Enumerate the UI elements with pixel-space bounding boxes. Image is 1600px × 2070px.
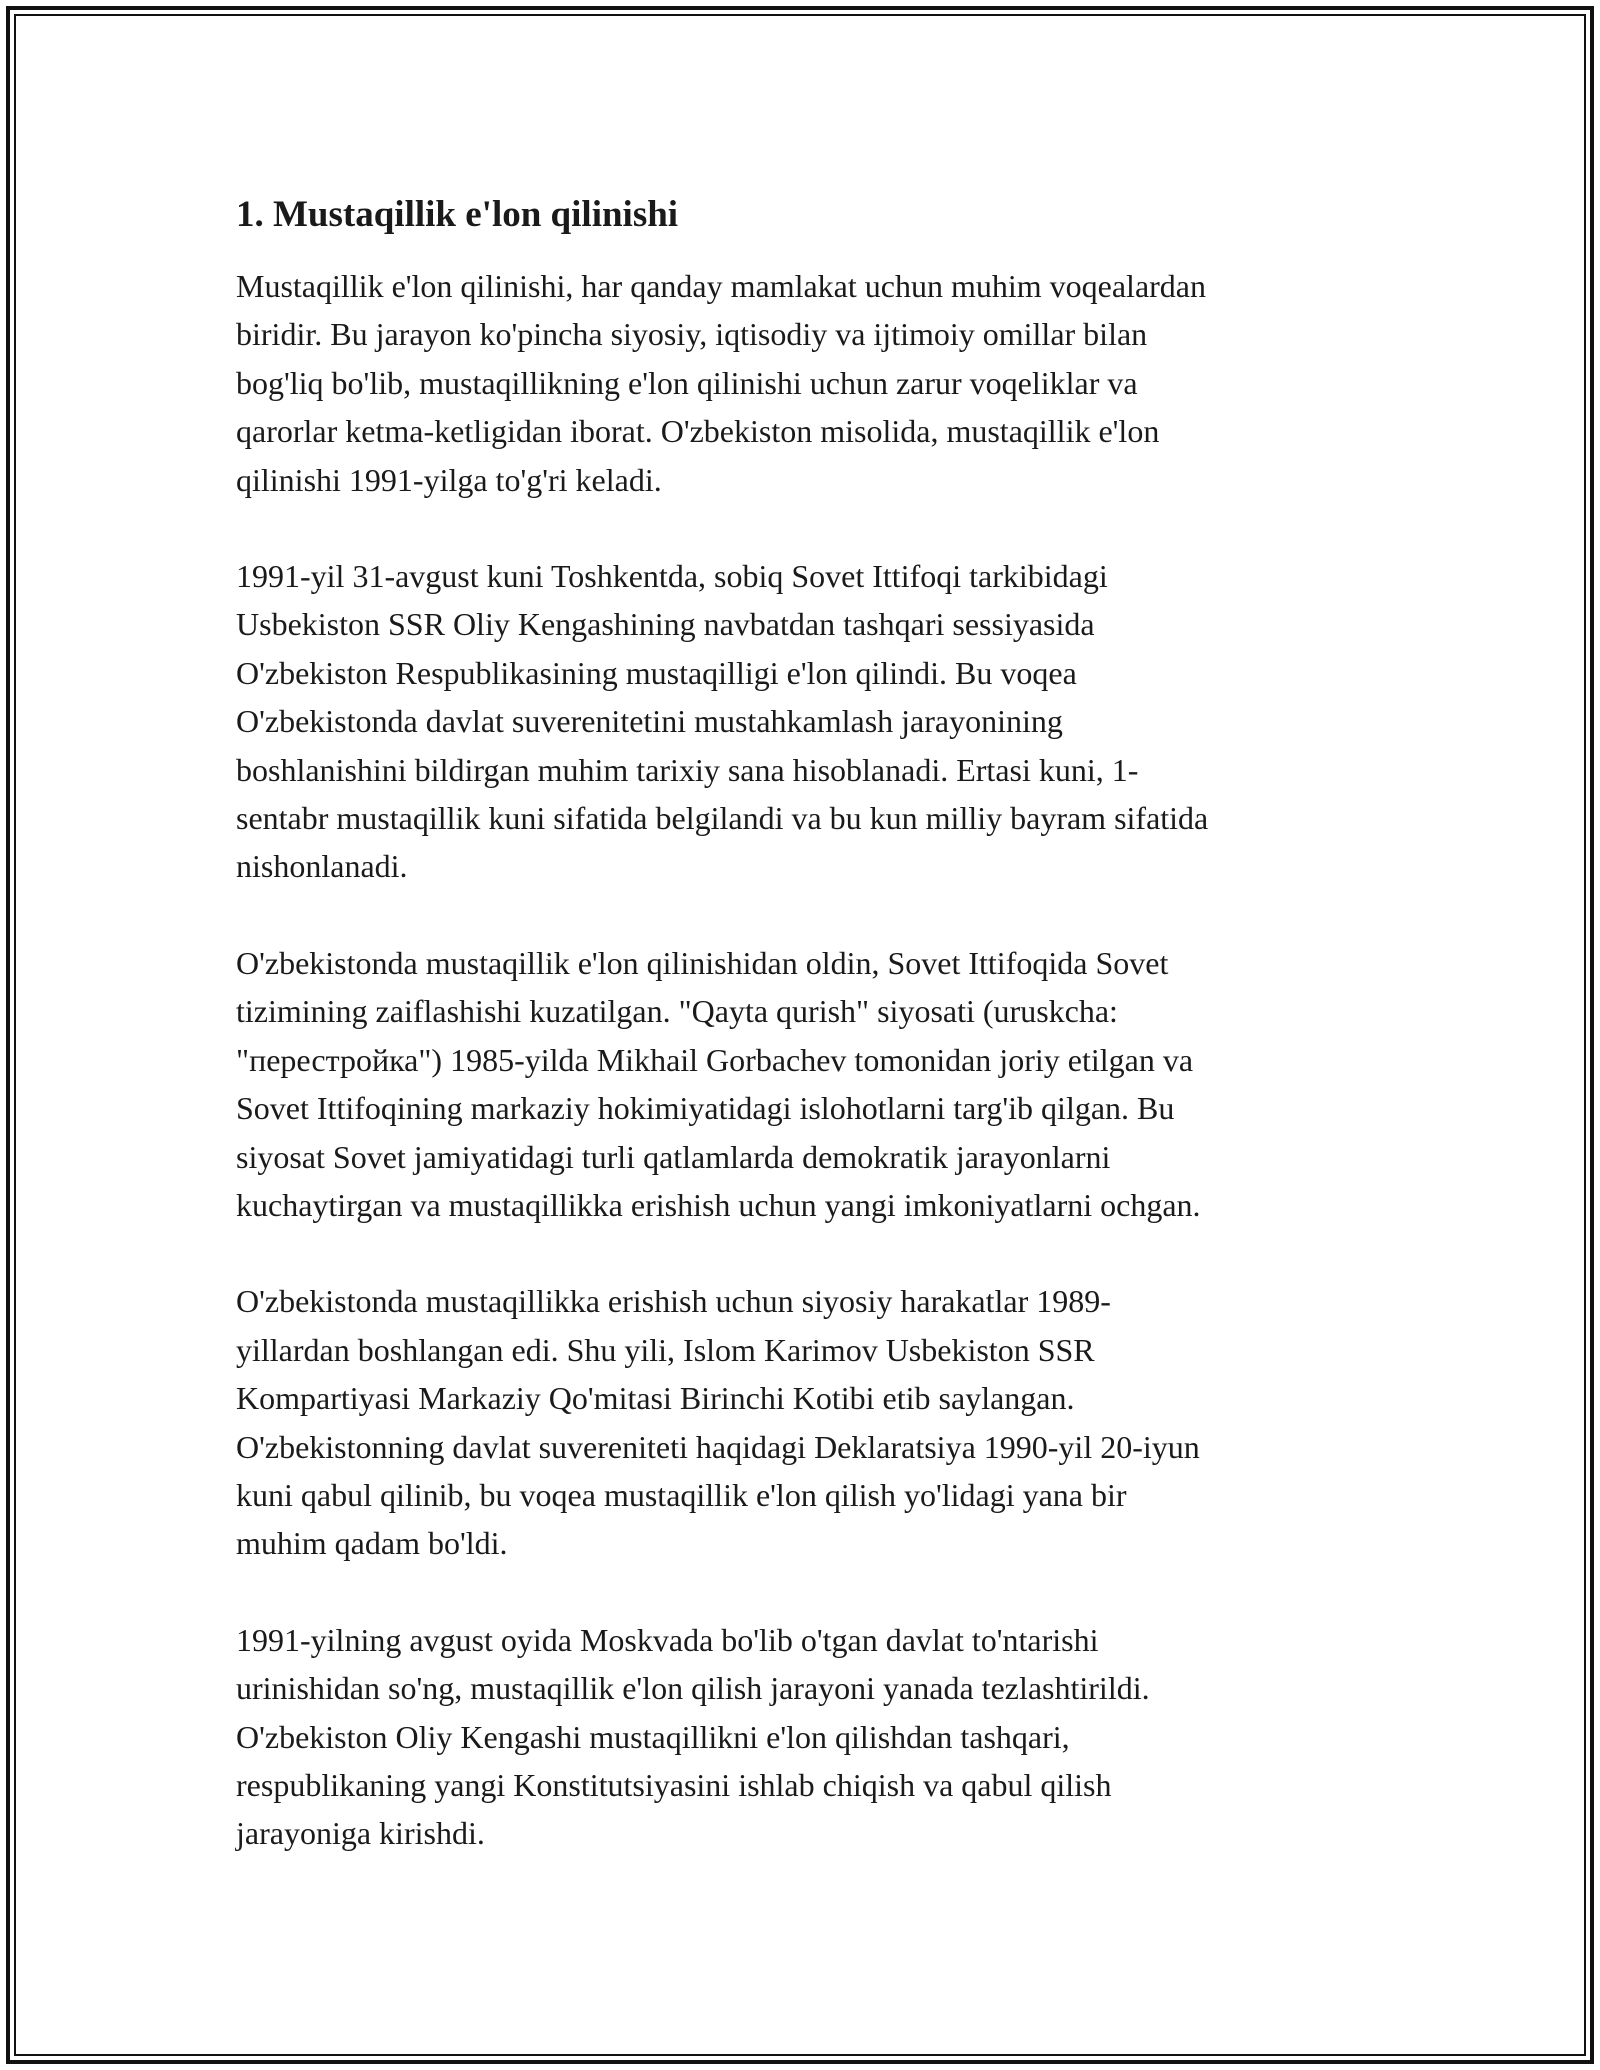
paragraph-1: Mustaqillik e'lon qilinishi, har qanday mamlakat uchun muhim voqealardan biridir. Bu jarayon ko'pincha siyosiy, iqtisodiy va ijtimoiy omillar bilan bog'liq bo'lib, mustaqillikning e'lon qilinishi uchun zarur voqeliklar va qarorlar ketma-ketligidan iborat. O'zbekiston misolida, mustaqillik e'lon qilinishi 1991-yilga to'g'ri keladi. — [236, 268, 1206, 498]
paragraph-2: 1991-yil 31-avgust kuni Toshkentda, sobiq Sovet Ittifoqi tarkibidagi Usbekiston SSR Oliy Kengashining navbatdan tashqari sessiyasida O'zbekiston Respublikasining mustaqilligi e'lon qilindi. Bu voqea O'zbekistonda davlat suverenitetini mustahkamlash jarayonining boshlanishini bildirgan muhim tarixiy sana hisoblanadi. Ertasi kuni, 1- sentabr mustaqillik kuni sifatida belgilandi va bu kun milliy bayram sifatida nishonlanadi. — [236, 558, 1209, 885]
paragraph-4: O'zbekistonda mustaqillikka erishish uchun siyosiy harakatlar 1989- yillardan boshlangan edi. Shu yili, Islom Karimov Usbekiston SSR Kompartiyasi Markaziy Qo'mitasi Birinchi Kotibi etib saylangan. O'zbekistonning davlat suvereniteti haqidagi Deklaratsiya 1990-yil 20-iyun kuni qabul qilinib, bu voqea mustaqillik e'lon qilish yo'lidagi yana bir muhim qadam bo'ldi. — [236, 1283, 1200, 1562]
section-heading: 1. Mustaqillik e'lon qilinishi — [236, 194, 679, 235]
document-body — [236, 186, 1366, 1858]
paragraph-3: O'zbekistonda mustaqillik e'lon qilinishidan oldin, Sovet Ittifoqida Sovet tizimining zaiflashishi kuzatilgan. "Qayta qurish" siyosati (uruskcha: "перестройка") 1985-yilda Mikhail Gorbachev tomonidan joriy etilgan va Sovet Ittifoqining markaziy hokimiyatidagi islohotlarni targ'ib qilgan. Bu siyosat Sovet jamiyatidagi turli qatlamlarda demokratik jarayonlarni kuchaytirgan va mustaqillikka erishish uchun yangi imkoniyatlarni ochgan. — [236, 944, 1201, 1223]
paragraph-5: 1991-yilning avgust oyida Moskvada bo'lib o'tgan davlat to'ntarishi urinishidan so'ng, mustaqillik e'lon qilish jarayoni yanada tezlashtirildi. O'zbekiston Oliy Kengashi mustaqillikni e'lon qilishdan tashqari, respublikaning yangi Konstitutsiyasini ishlab chiqish va qabul qilish jarayoniga kirishdi. — [236, 1621, 1150, 1852]
